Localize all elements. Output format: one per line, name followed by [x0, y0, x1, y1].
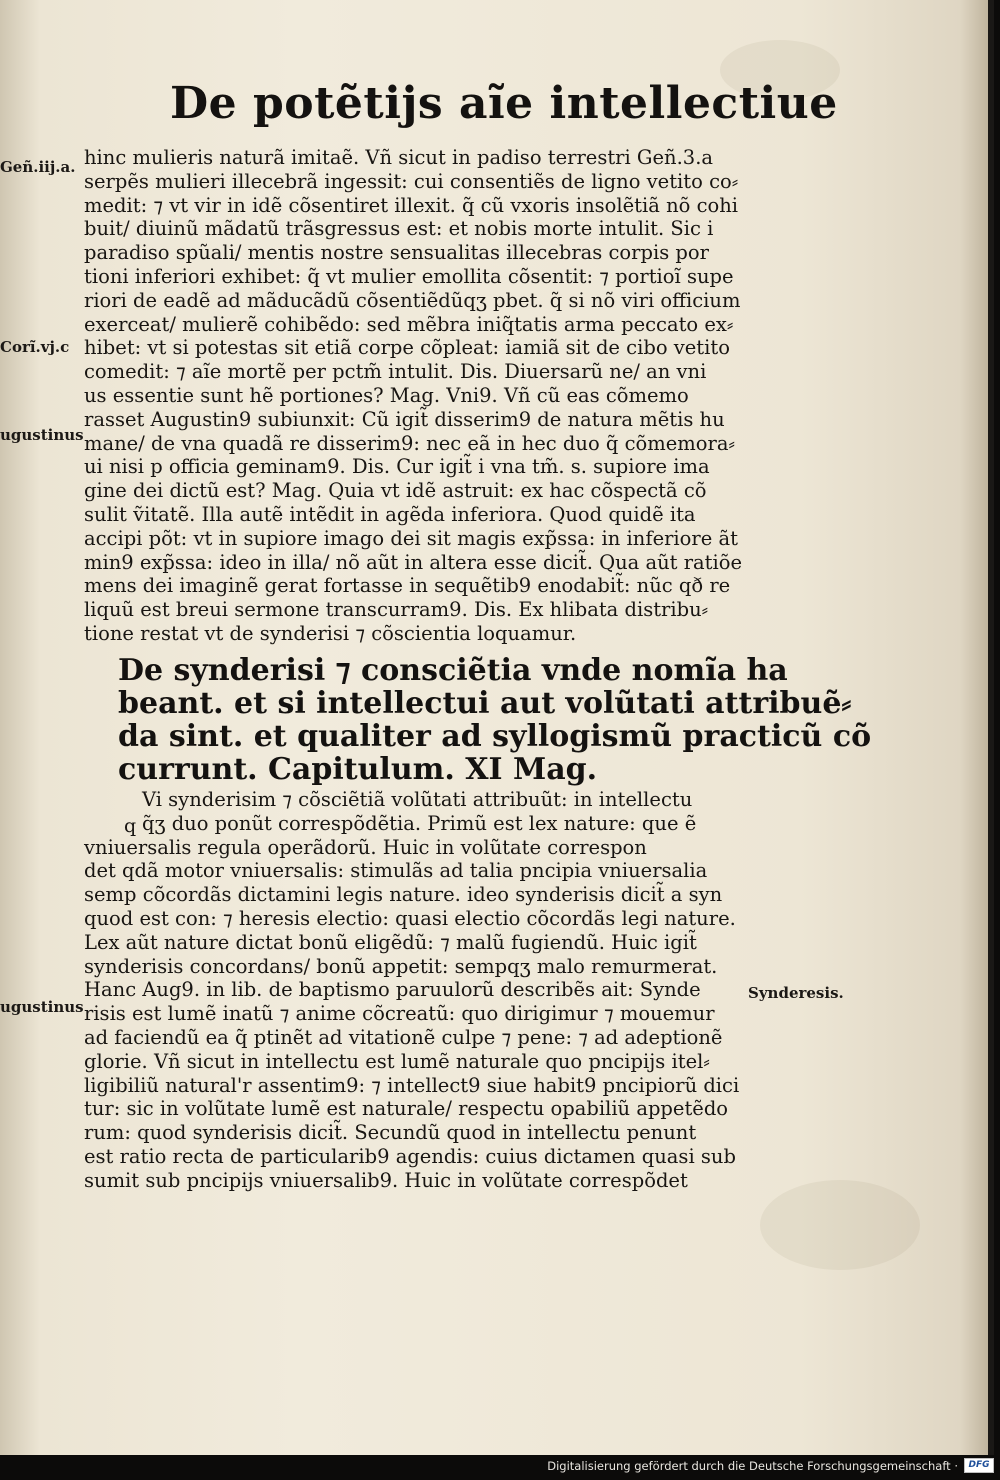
text-line: tur: sic in volũtate lumẽ est naturale/ respectu opabiliũ appetẽdo: [84, 1097, 729, 1121]
text-line: q̃ʒ duo ponũt correspõdẽtia. Primũ est lex nature: que ẽ: [142, 811, 697, 835]
text-line: rum: quod synderisis dicit̃. Secundũ quod in intellectu penunt: [84, 1121, 697, 1145]
margin-note-synderesis: Synderesis.: [748, 984, 844, 1002]
text-line: hinc mulieris naturã imitaẽ. Vñ sicut in padiso terrestri Geñ.3.a: [84, 146, 714, 169]
text-line: rasset Augustin9 subiunxit: Cũ igit̃ disserim9 de natura mẽtis hu: [84, 407, 725, 431]
heading-line: currunt. Capitulum. XI Mag.: [118, 752, 598, 787]
text-line: tione restat vt de synderisi ⁊ cõscientia loquamur.: [84, 621, 577, 645]
text-line: us essentie sunt hẽ portiones? Mag. Vni9. Vñ cũ eas cõmemo: [84, 383, 689, 407]
text-line: mane/ de vna quadã re disserim9: nec eã in hec duo q̃ cõmemora⸗: [84, 431, 735, 455]
funding-credit: Digitalisierung gefördert durch die Deutsche Forschungsgemeinschaft ·: [547, 1459, 958, 1473]
initial-letter-guide: q: [124, 815, 137, 837]
margin-note-corinthians: Corĩ.vj.c: [0, 338, 70, 356]
text-line: est ratio recta de particularib9 agendis: cuius dictamen quasi sub: [84, 1144, 736, 1168]
text-line: tioni inferiori exhibet: q̃ vt mulier emollita cõsentit: ⁊ portioĩ supe: [84, 264, 734, 288]
text-block-2: [84, 788, 744, 1193]
text-line: buit/ diuinũ mãdatũ trãsgressus est: et nobis morte intulit. Sic i: [84, 217, 714, 241]
text-line: exerceat/ mulierẽ cohibẽdo: sed mẽbra iniq̃tatis arma peccato ex⸗: [84, 312, 734, 336]
text-line: Hanc Aug9. in lib. de baptismo paruulorũ describẽs ait: Synde: [84, 978, 701, 1002]
text-line: glorie. Vñ sicut in intellectu est lumẽ naturale quo pncipijs itel⸗: [84, 1049, 710, 1073]
dfg-logo: DFG: [964, 1458, 994, 1473]
text-line: semp cõcordãs dictamini legis nature. ideo synderisis dicit̃ a syn: [84, 883, 723, 907]
margin-note-genesis: Geñ.iij.a.: [0, 158, 76, 176]
text-line: vniuersalis regula operãdorũ. Huic in volũtate correspon: [84, 835, 647, 859]
text-line: Lex aũt nature dictat bonũ eligẽdũ: ⁊ malũ fugiendũ. Huic igit̃: [84, 930, 697, 954]
text-line: medit: ⁊ vt vir in idẽ cõsentiret illexit. q̃ cũ vxoris insolẽtiã nõ cohi: [84, 193, 739, 217]
text-line: min9 exp̃ssa: ideo in illa/ nõ aũt in altera esse dicit̃. Qua aũt ratiõe: [84, 550, 743, 574]
text-line: mens dei imaginẽ gerat fortasse in sequẽtib9 enodabit̃: nũc qð re: [84, 574, 731, 598]
text-line: comedit: ⁊ aĩe mortẽ per pctm̃ intulit. Dis. Diuersarũ ne/ an vni: [84, 360, 707, 384]
text-line: serpẽs mulieri illecebrã ingessit: cui consentiẽs de ligno vetito co⸗: [84, 169, 739, 193]
text-block-1: [84, 146, 744, 646]
heading-line: beant. et si intellectui aut volũtati attribuẽ⸗: [118, 686, 852, 721]
text-line: risis est lumẽ inatũ ⁊ anime cõcreatũ: quo dirigimur ⁊ mouemur: [84, 1002, 715, 1026]
heading-line: da sint. et qualiter ad syllogismũ practicũ cõ: [118, 719, 872, 754]
text-line: quod est con: ⁊ heresis electio: quasi electio cõcordãs legi nature.: [84, 906, 736, 930]
text-line: paradiso spũali/ mentis nostre sensualitas illecebras corpis por: [84, 241, 709, 265]
text-line: sulit ṽitatẽ. Illa autẽ intẽdit in agẽda inferiora. Quod quidẽ ita: [84, 502, 696, 526]
chapter-heading: [118, 653, 872, 787]
running-header: De potẽtijs aĩe intellectiue: [170, 78, 838, 129]
text-line: ad faciendũ ea q̃ ptinẽt ad vitationẽ culpe ⁊ pene: ⁊ ad adeptionẽ: [84, 1025, 723, 1049]
text-line: sumit sub pncipijs vniuersalib9. Huic in volũtate correspõdet: [84, 1168, 688, 1192]
text-line: hibet: vt si potestas sit etiã corpe cõpleat: iamiã sit de cibo vetito: [84, 336, 730, 360]
text-line: liquũ est breui sermone transcurram9. Dis. Ex hlibata distribu⸗: [84, 598, 709, 622]
text-line: gine dei dictũ est? Mag. Quia vt idẽ astruit: ex hac cõspectã cõ: [84, 479, 707, 503]
paper-stain: [760, 1180, 920, 1270]
text-line: ligibiliũ natural'r assentim9: ⁊ intellect9 siue habit9 pncipiorũ dici: [84, 1073, 740, 1097]
text-line: riori de eadẽ ad mãducãdũ cõsentiẽdũqʒ pbet. q̃ si nõ viri officium: [84, 288, 741, 312]
text-line: det qdã motor vniuersalis: stimulãs ad talia pncipia vniuersalia: [84, 859, 708, 883]
text-line: Vi synderisim ⁊ cõsciẽtiã volũtati attribuũt: in intellectu: [142, 788, 693, 811]
page-edge: [988, 0, 994, 1455]
margin-note-augustinus: ugustinus: [0, 426, 84, 444]
text-line: synderisis concordans/ bonũ appetit: sempqʒ malo remurmerat.: [84, 954, 718, 978]
margin-note-augustinus: ugustinus: [0, 998, 84, 1016]
text-line: ui nisi p officia geminam9. Dis. Cur igit̃ i vna tm̃. s. supiore ima: [84, 455, 710, 479]
heading-line: De synderisi ⁊ consciẽtia vnde nomĩa ha: [118, 653, 788, 688]
text-line: accipi põt: vt in supiore imago dei sit magis exp̃ssa: in inferiore ãt: [84, 526, 738, 550]
